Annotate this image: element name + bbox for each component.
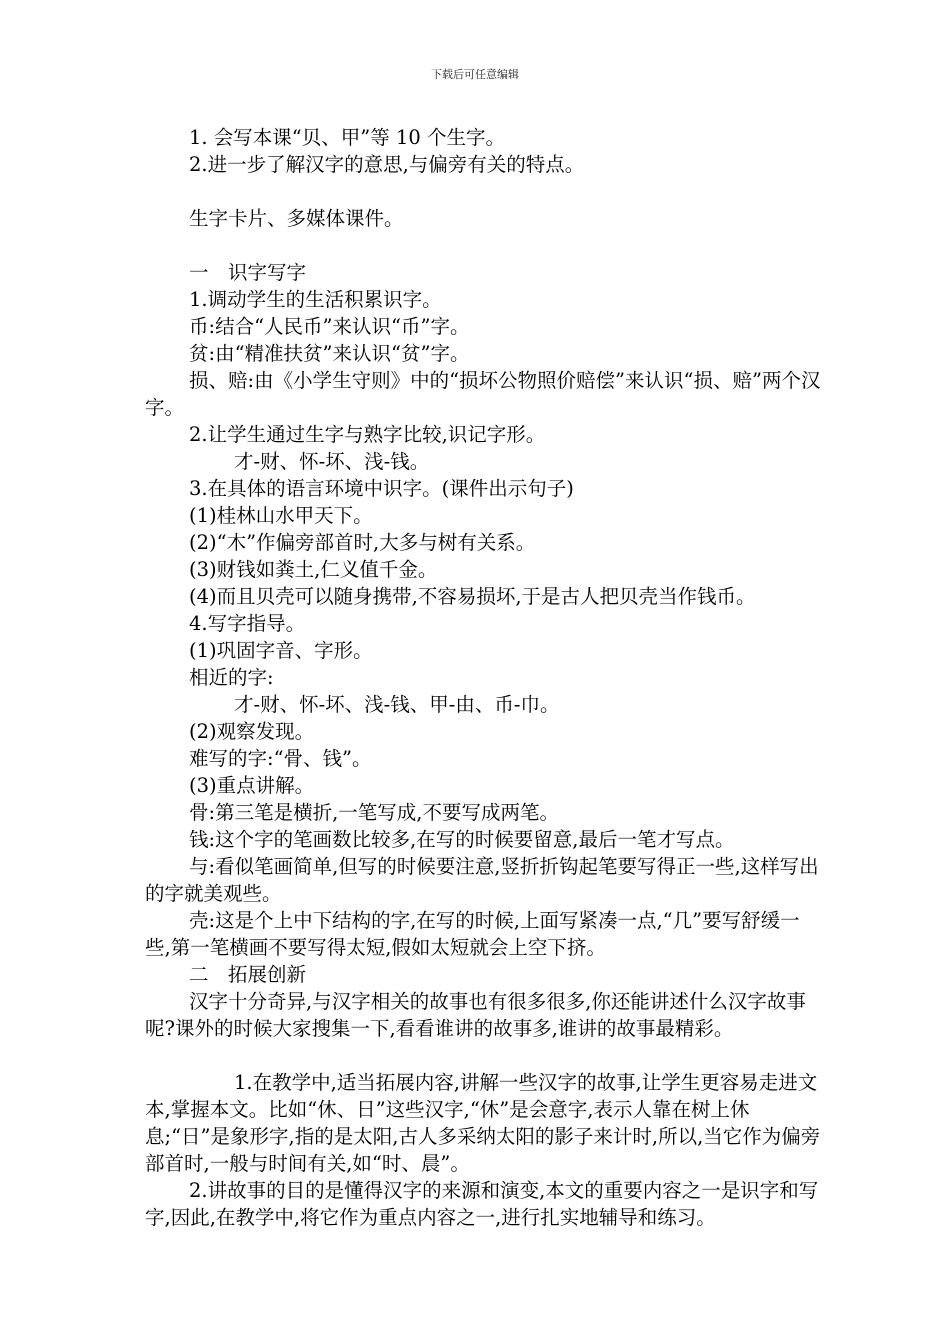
paragraph: 1.在教学中,适当拓展内容,讲解一些汉字的故事,让学生更容易走进文本,掌握本文。比如“休、日”这些汉字,“休”是会意字,表示人靠在树上休息;“日”是象形字,指的是太阳,古人多采纳太阳的影子来计时,所以,当它作为偏旁部首时,一般与时间有关,如“时、晨”。 — [145, 1071, 821, 1175]
page-header: 下载后可任意编辑 — [431, 68, 519, 81]
paragraph: 2.讲故事的目的是懂得汉字的来源和演变,本文的重要内容之一是识字和写字,因此,在教学中,将它作为重点内容之一,进行扎实地辅导和练习。 — [145, 1179, 819, 1229]
paragraph: 生字卡片、多媒体课件。 — [189, 207, 404, 230]
document-body — [145, 124, 825, 1231]
paragraph: 才-财、怀-坏、浅-钱。 — [234, 450, 430, 473]
paragraph: (3)重点讲解。 — [189, 774, 315, 797]
paragraph: 难写的字:“骨、钱”。 — [189, 747, 372, 770]
paragraph: (1)巩固字音、字形。 — [189, 639, 373, 662]
blank-line — [145, 178, 825, 205]
paragraph: (2)观察发现。 — [189, 720, 315, 743]
paragraph: 3.在具体的语言环境中识字。(课件出示句子) — [189, 477, 574, 500]
paragraph: 2.让学生通过生字与熟字比较,识记字形。 — [189, 423, 546, 446]
paragraph: 相近的字: — [189, 666, 274, 689]
blank-line — [145, 232, 825, 259]
paragraph: 1. 会写本课“贝、甲”等 10 个生字。 — [189, 126, 505, 149]
paragraph: 汉字十分奇异,与汉字相关的故事也有很多很多,你还能讲述什么汉字故事呢?课外的时候大家搜集一下,看看谁讲的故事多,谁讲的故事最精彩。 — [145, 990, 806, 1040]
paragraph: 骨:第三笔是横折,一笔写成,不要写成两笔。 — [189, 801, 559, 824]
paragraph: 1.调动学生的生活积累识字。 — [189, 288, 442, 311]
paragraph: 壳:这是个上中下结构的字,在写的时候,上面写紧凑一点,“几”要写舒缓一些,第一笔横画不要写得太短,假如太短就会上空下挤。 — [145, 909, 800, 959]
paragraph: 二 拓展创新 — [189, 963, 307, 986]
paragraph: (3)财钱如粪土,仁义值千金。 — [189, 558, 438, 581]
paragraph: (2)“木”作偏旁部首时,大多与树有关系。 — [189, 531, 536, 554]
paragraph: (1)桂林山水甲天下。 — [189, 504, 373, 527]
paragraph: 4.写字指导。 — [189, 612, 306, 635]
paragraph: 一 识字写字 — [189, 261, 307, 284]
paragraph: 才-财、怀-坏、浅-钱、甲-由、币-巾。 — [234, 693, 560, 716]
paragraph: 币:结合“人民币”来认识“币”字。 — [189, 315, 470, 338]
paragraph: 与:看似笔画简单,但写的时候要注意,竖折折钩起笔要写得正一些,这样写出的字就美观些。 — [145, 855, 819, 905]
paragraph: (4)而且贝壳可以随身携带,不容易损坏,于是古人把贝壳当作钱币。 — [189, 585, 756, 608]
paragraph: 损、赔:由《小学生守则》中的“损坏公物照价赔偿”来认识“损、赔”两个汉字。 — [145, 369, 821, 419]
paragraph: 贫:由“精准扶贫”来认识“贫”字。 — [189, 342, 470, 365]
paragraph: 2.进一步了解汉字的意思,与偏旁有关的特点。 — [189, 153, 585, 176]
blank-line — [145, 1042, 825, 1069]
paragraph: 钱:这个字的笔画数比较多,在写的时候要留意,最后一笔才写点。 — [189, 828, 735, 851]
